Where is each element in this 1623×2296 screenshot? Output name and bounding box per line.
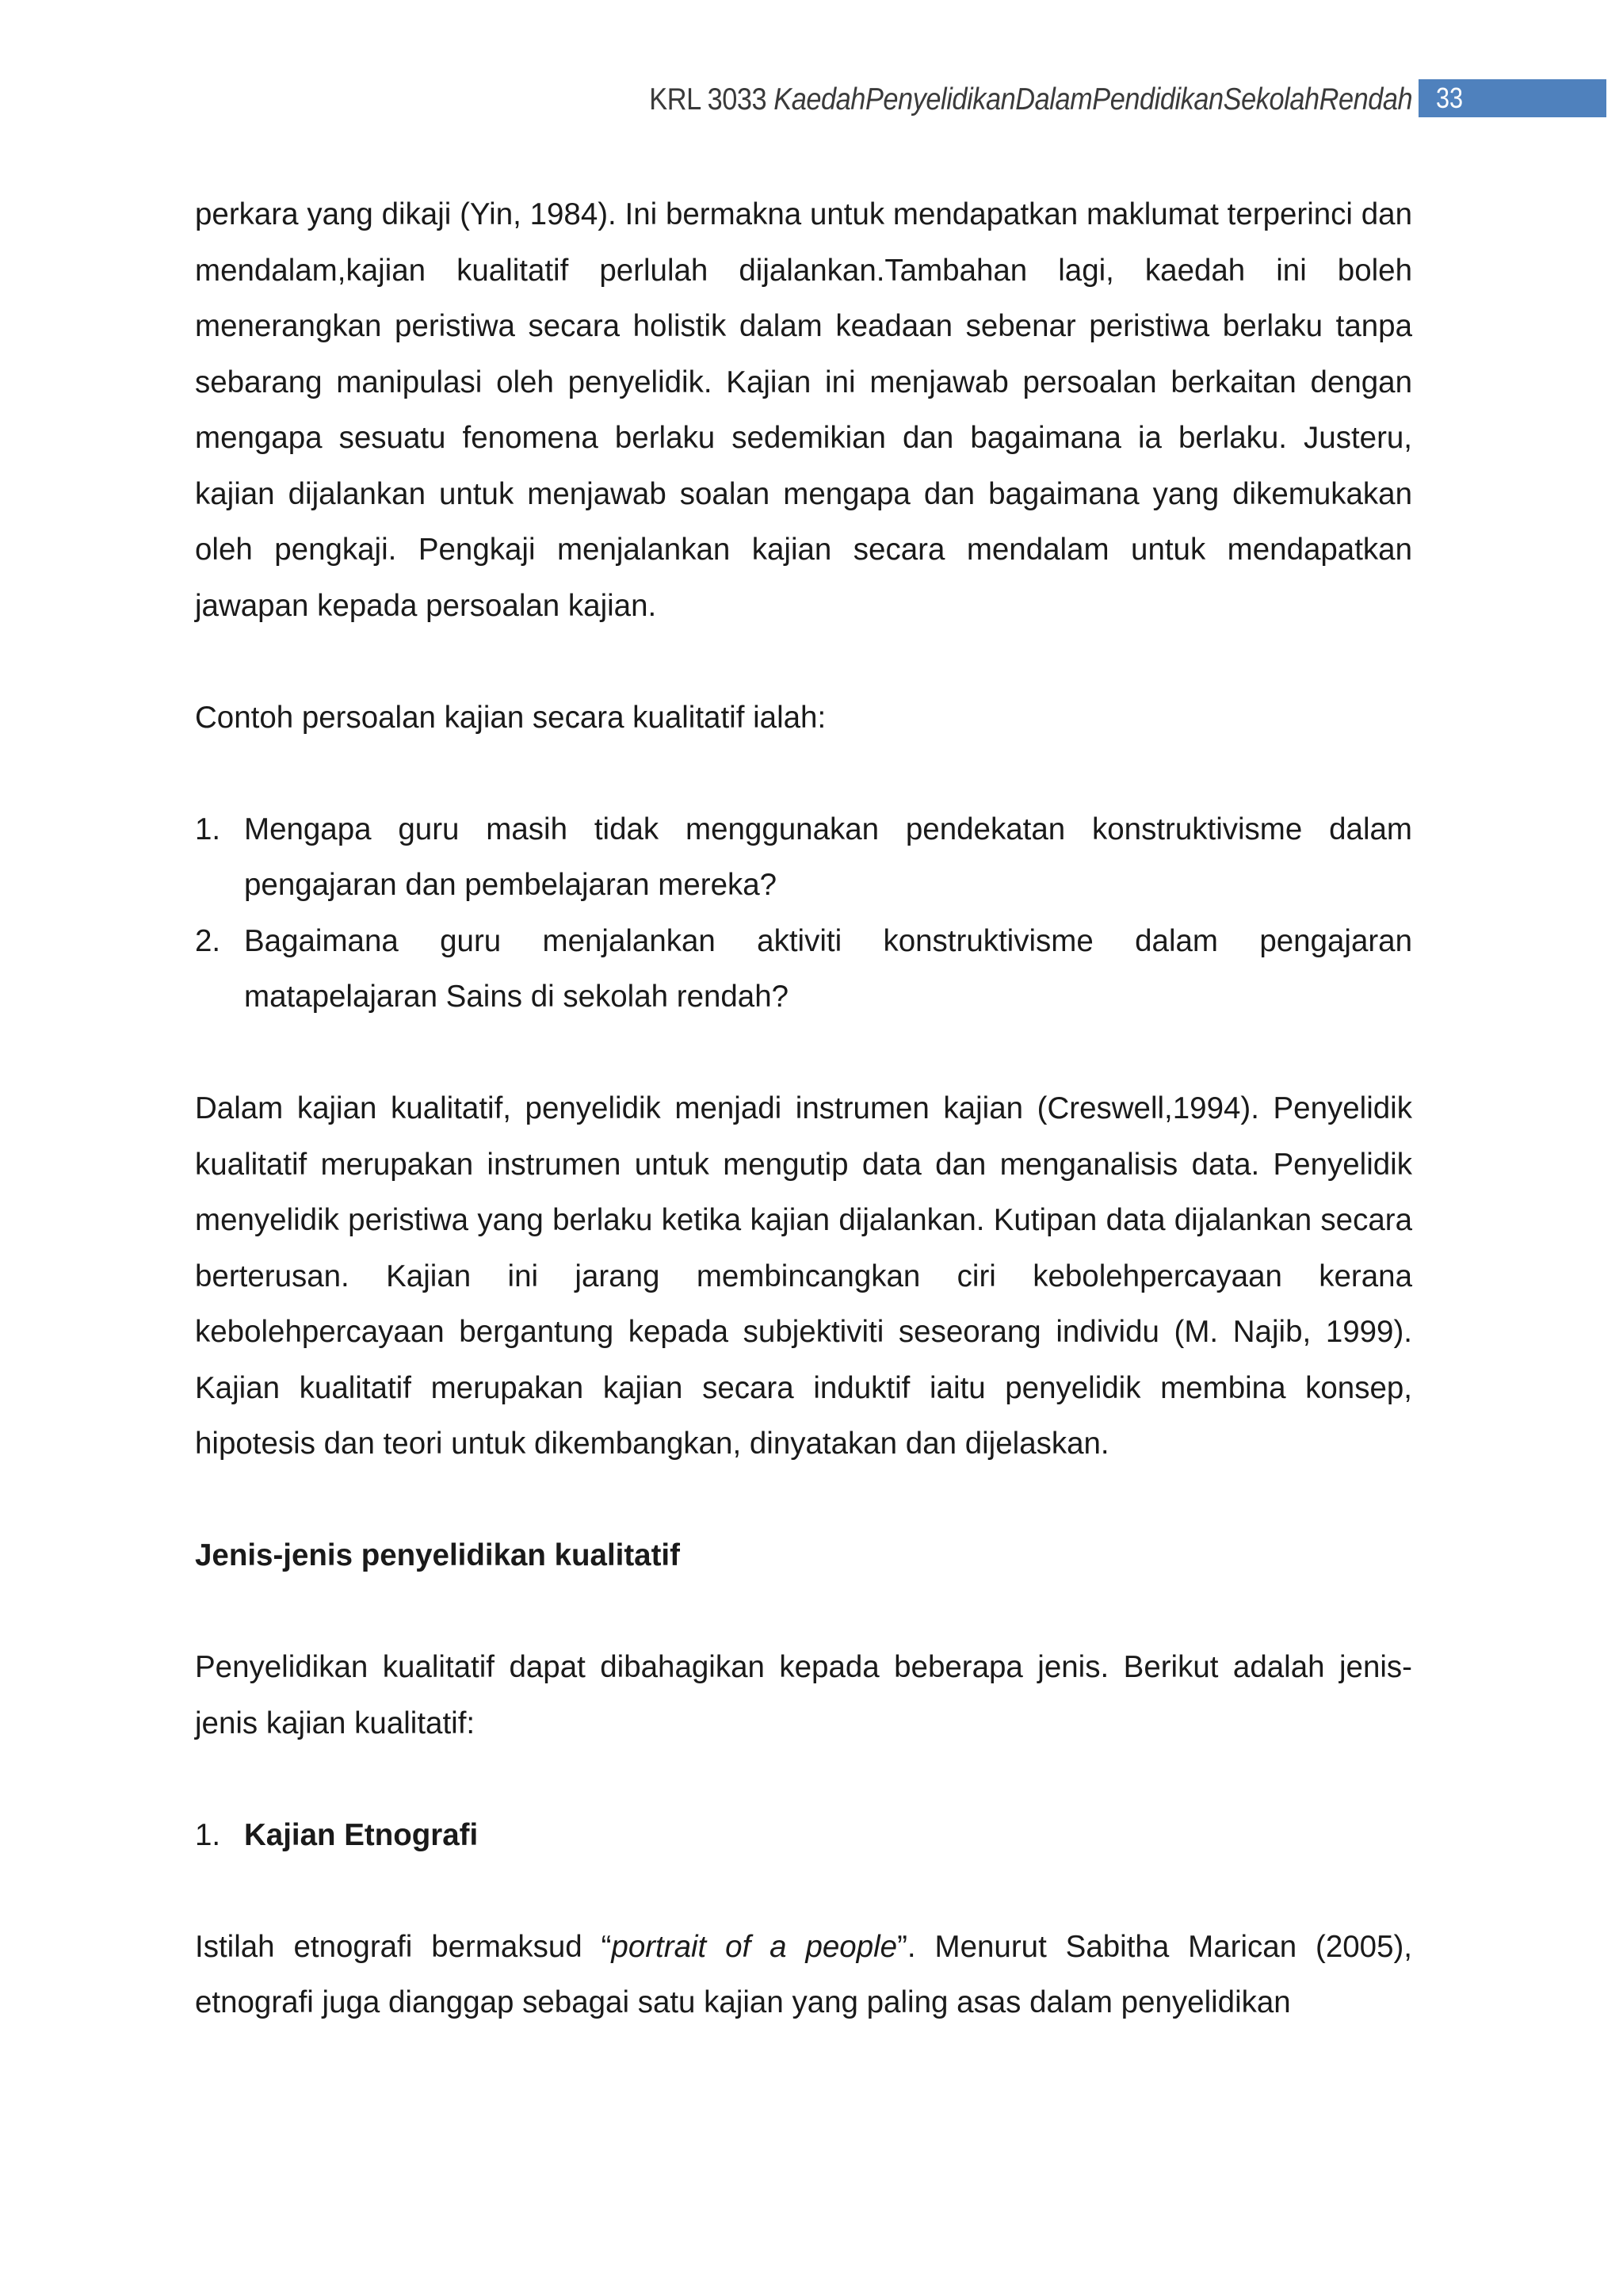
list-number: 2. bbox=[195, 923, 221, 958]
page-number: 33 bbox=[1436, 82, 1464, 114]
paragraph-types-intro: Penyelidikan kualitatif dapat dibahagikan kepada beberapa jenis. Berikut adalah jenis-jenis kajian kualitatif: bbox=[195, 1650, 1412, 1740]
course-name: KaedahPenyelidikanDalamPendidikanSekolahRendah bbox=[773, 82, 1412, 117]
spacer bbox=[195, 634, 1412, 690]
course-code: KRL 3033 bbox=[649, 82, 774, 117]
ethnography-text-end: ”. Menurut Sabitha Marican (2005), etnografi juga dianggap sebagai satu kajian yang paling asas dalam penyelidikan bbox=[195, 1929, 1412, 2019]
page-number-box bbox=[1419, 79, 1606, 117]
list-item-text: Bagaimana guru menjalankan aktiviti konstruktivisme dalam pengajaran matapelajaran Sains di sekolah rendah? bbox=[244, 923, 1412, 1014]
list-number: 1. bbox=[195, 812, 221, 846]
question-list bbox=[195, 802, 1412, 1026]
spacer bbox=[195, 746, 1412, 802]
spacer bbox=[195, 1752, 1412, 1808]
spacer bbox=[195, 1863, 1412, 1920]
paragraph-intro: perkara yang dikaji (Yin, 1984). Ini bermakna untuk mendapatkan maklumat terperinci dan mendalam,kajian kualitatif perlulah dijalankan.Tambahan lagi, kaedah ini boleh menerangkan peristiwa secara holistik dalam keadaan sebenar peristiwa berlaku tanpa sebarang manipulasi oleh penyelidik. Kajian ini menjawab persoalan berkaitan dengan mengapa sesuatu fenomena berlaku sedemikian dan bagaimana ia berlaku. Justeru, kajian dijalankan untuk menjawab soalan mengapa dan bagaimana yang dikemukakan oleh pengkaji. Pengkaji menjalankan kajian secara mendalam untuk mendapatkan jawapan kepada persoalan kajian. bbox=[195, 197, 1412, 623]
ethnography-text-start: Istilah etnografi bermaksud “ bbox=[195, 1929, 612, 1964]
paragraph-researcher-instrument: Dalam kajian kualitatif, penyelidik menjadi instrumen kajian (Creswell,1994). Penyelidik kualitatif merupakan instrumen untuk mengutip data dan menganalisis data. Penyelidik menyelidik peristiwa yang berlaku ketika kajian dijalankan. Kutipan data dijalankan secara berterusan. Kajian ini jarang membincangkan ciri kebolehpercayaan kerana kebolehpercayaan bergantung kepada subjektiviti seseorang individu (M. Najib, 1999). Kajian kualitatif merupakan kajian secara induktif iaitu penyelidik membina konsep, hipotesis dan teori untuk dikembangkan, dinyatakan dan dijelaskan. bbox=[195, 1091, 1412, 1461]
paragraph-ethnography bbox=[195, 1920, 1412, 2031]
list-item-text: Mengapa guru masih tidak menggunakan pendekatan konstruktivisme dalam pengajaran dan pembelajaran mereka? bbox=[244, 812, 1412, 902]
spacer bbox=[195, 1473, 1412, 1529]
section-heading: Jenis-jenis penyelidikan kualitatif bbox=[195, 1538, 680, 1572]
header-title bbox=[649, 81, 1412, 119]
spacer bbox=[195, 1026, 1412, 1082]
page-body bbox=[195, 187, 1412, 2031]
paragraph-examples-intro: Contoh persoalan kajian secara kualitatif ialah: bbox=[195, 700, 827, 735]
list-number: 1. bbox=[195, 1817, 221, 1852]
ethnography-emphasis: portrait of a people bbox=[611, 1929, 898, 1964]
running-header bbox=[0, 79, 1623, 120]
list-item bbox=[195, 802, 1412, 914]
list-item bbox=[195, 914, 1412, 1026]
spacer bbox=[195, 1584, 1412, 1641]
subsection-heading bbox=[195, 1808, 1412, 1864]
subsection-title: Kajian Etnografi bbox=[244, 1817, 479, 1852]
